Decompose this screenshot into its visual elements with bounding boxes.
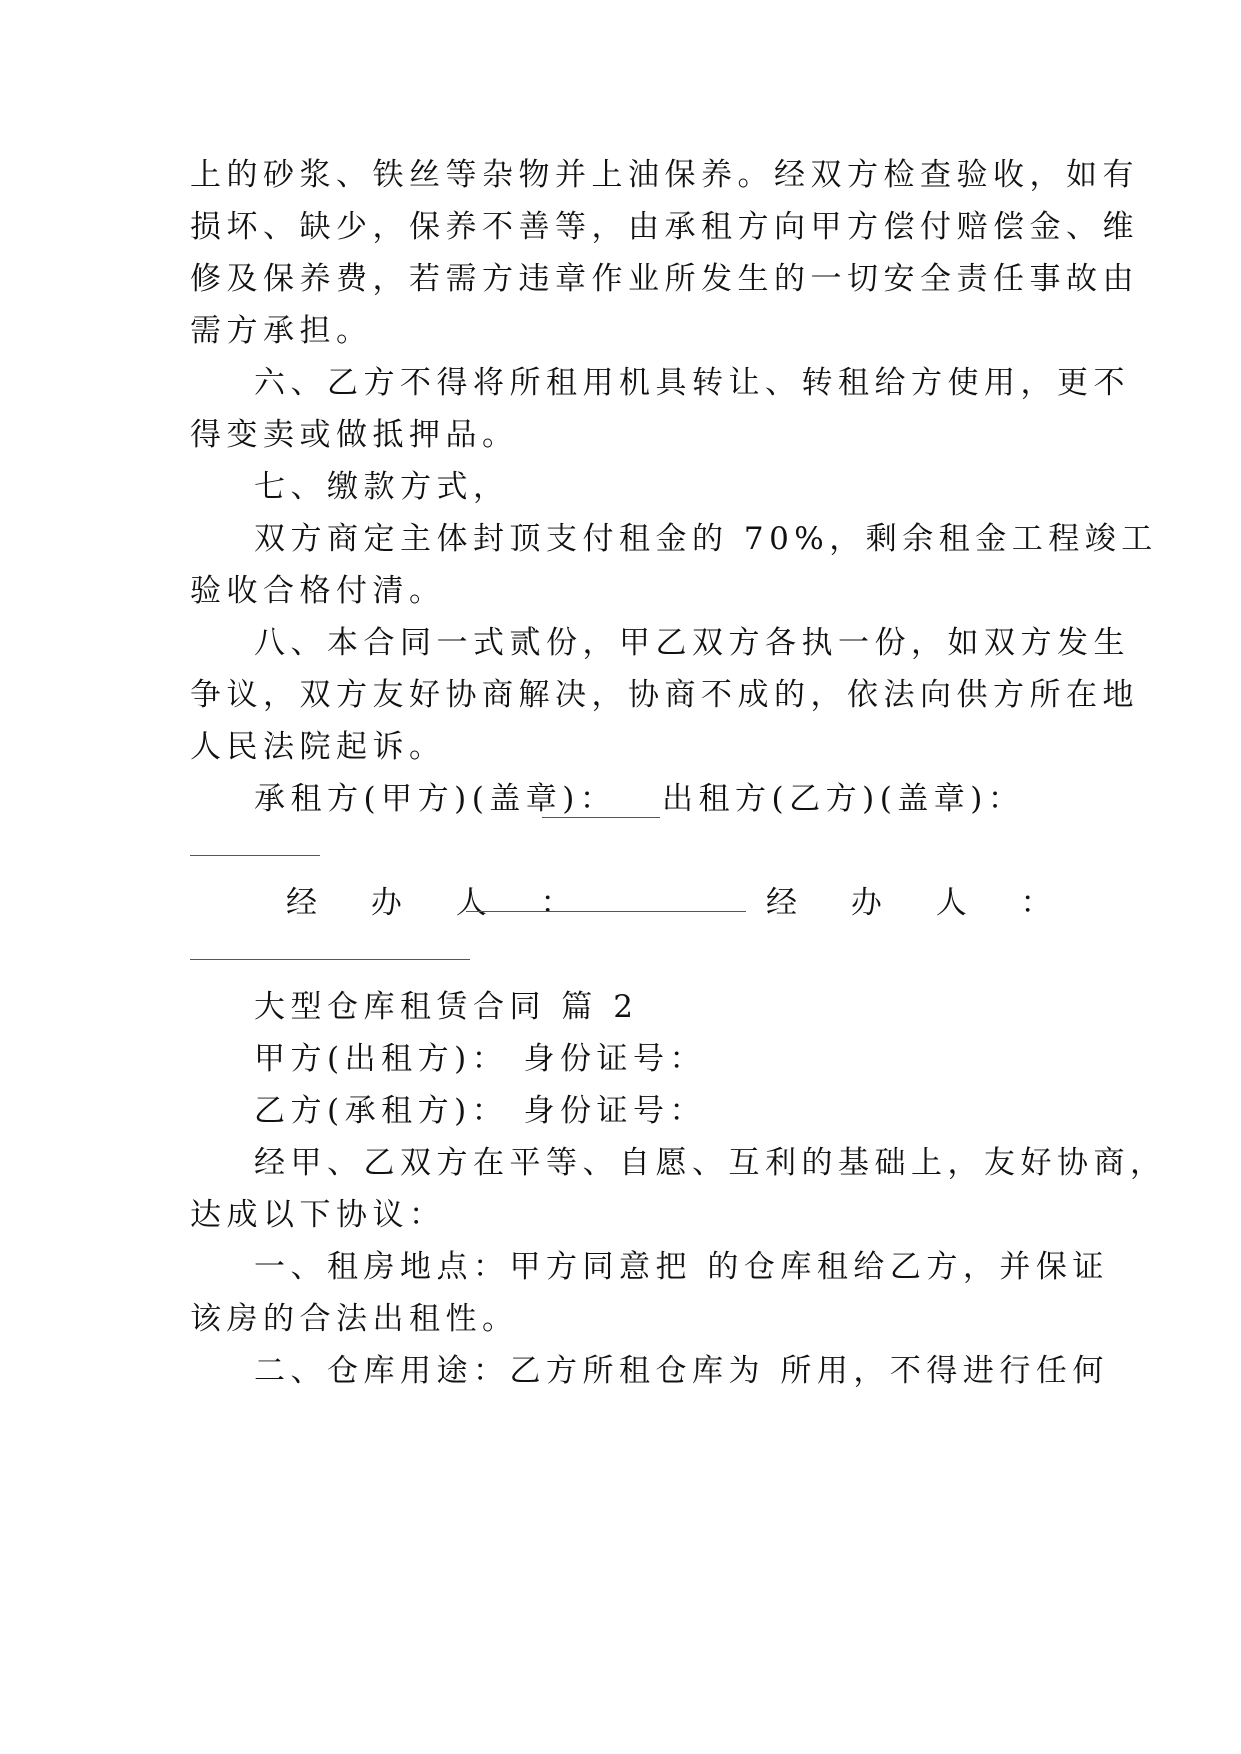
lessee-seal-label: 承租方(甲方)(盖章)： [254, 781, 617, 817]
paragraph-line: 验收合格付清。 [190, 573, 446, 609]
paragraph-line: 上的砂浆、铁丝等杂物并上油保养。经双方检查验收，如有 [190, 157, 1139, 193]
clause-usage: 二、仓库用途：乙方所租仓库为 所用，不得进行任何 [254, 1353, 1109, 1389]
paragraph-line: 得变卖或做抵押品。 [190, 417, 519, 453]
paragraph-line: 人民法院起诉。 [190, 729, 446, 765]
lessor-signature-blank [190, 855, 320, 856]
clause-seven: 七、缴款方式， [254, 469, 510, 505]
paragraph-line: 该房的合法出租性。 [190, 1301, 519, 1337]
lessor-seal-label: 出租方(乙方)(盖章)： [662, 781, 1025, 817]
handler-right-label: 经 办 人 ： [766, 885, 1074, 921]
paragraph-line: 达成以下协议： [190, 1197, 446, 1233]
clause-eight: 八、本合同一式贰份，甲乙双方各执一份，如双方发生 [254, 625, 1130, 661]
party-b-line: 乙方(承租方)： 身份证号： [254, 1093, 707, 1129]
handler-right-blank [190, 959, 470, 960]
agreement-intro: 经甲、乙双方在平等、自愿、互利的基础上，友好协商， [254, 1145, 1167, 1181]
clause-six: 六、乙方不得将所租用机具转让、转租给方使用，更不 [254, 365, 1130, 401]
section-title: 大型仓库租赁合同 篇 2 [254, 989, 639, 1025]
paragraph-line: 需方承担。 [190, 313, 373, 349]
handler-left-blank [466, 911, 746, 912]
paragraph-line: 争议，双方友好协商解决，协商不成的，依法向供方所在地 [190, 677, 1139, 713]
payment-terms: 双方商定主体封顶支付租金的 70%，剩余租金工程竣工 [254, 521, 1158, 557]
paragraph-line: 损坏、缺少，保养不善等，由承租方向甲方偿付赔偿金、维 [190, 209, 1139, 245]
handler-left-label: 经 办 人 ： [286, 885, 594, 921]
lessee-signature-blank [542, 817, 660, 818]
clause-location: 一、租房地点：甲方同意把 的仓库租给乙方，并保证 [254, 1249, 1109, 1285]
party-a-line: 甲方(出租方)： 身份证号： [254, 1041, 707, 1077]
paragraph-line: 修及保养费，若需方违章作业所发生的一切安全责任事故由 [190, 261, 1139, 297]
